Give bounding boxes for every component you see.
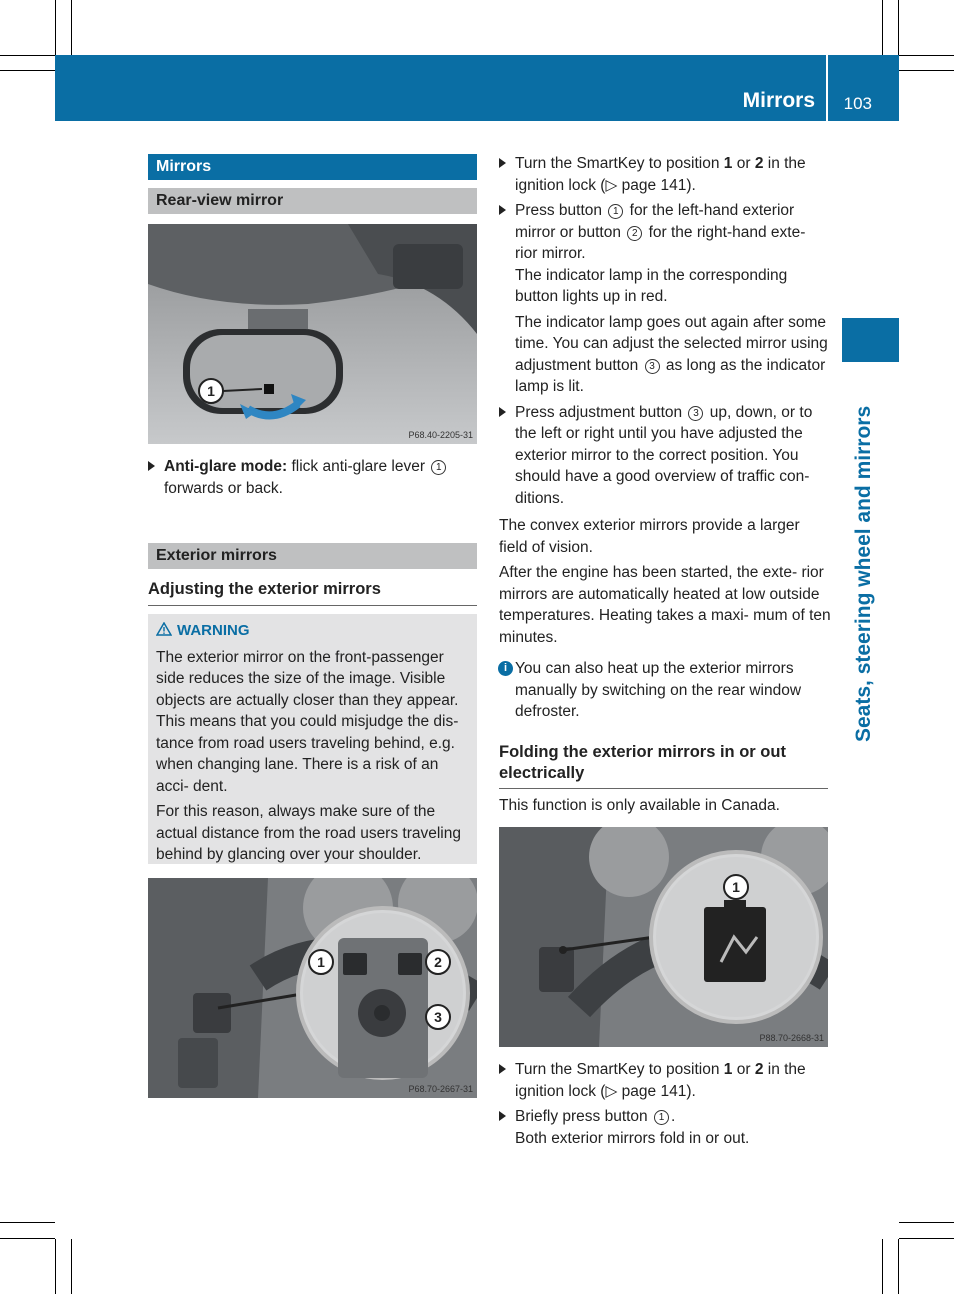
crop-mark [882,0,883,55]
crop-mark [0,55,55,56]
subsection-bar-exterior: Exterior mirrors [148,543,477,569]
step-result-text: Both exterior mirrors fold in or out. [515,1129,750,1147]
callout-1: 1 [207,383,215,399]
info-text: You can also heat up the exterior mirrors manually by switching on the rear window defroster. [515,660,802,720]
step-turn-key [499,153,831,196]
canada-note: This function is only available in Canada. [499,797,780,814]
warning-paragraph: The exterior mirror on the front-passenger side reduces the size of the image. Visible objects are actually closer than they appear. This means that you could misjudge the dis- tance from road users traveling behind, e.g. when changing lane. There is a risk of an acci- dent. [156,648,459,795]
crop-mark [71,0,72,55]
step-text: or [732,1061,755,1078]
step-turn-key-2 [499,1059,831,1102]
page-header [55,55,899,121]
fold-instructions [499,1059,831,1153]
callout-1-icon: 1 [431,460,446,475]
step-arrow-icon [499,1064,506,1074]
callout-1-icon: 1 [654,1110,669,1125]
section-bar-mirrors: Mirrors [148,154,477,180]
subsection-bar-rearview: Rear-view mirror [148,188,477,214]
step-bold: 1 [723,1061,733,1078]
exterior-mirror-buttons-photo [148,878,477,1098]
crop-mark [0,1238,55,1239]
rearview-mirror-illustration [148,224,477,444]
step-text: Turn the SmartKey to position [515,1061,724,1078]
step-text: Press button [515,202,607,219]
warning-box [148,614,477,864]
crop-mark [71,1239,72,1294]
callout-3-icon: 3 [645,359,660,374]
crop-mark [899,55,954,56]
step-bold: 1 [723,155,733,172]
step-result-text: The indicator lamp in the corresponding button lights up in red. [515,266,788,305]
step-text: for the left-hand exterior mirror or button [515,202,795,241]
step-bold: 2 [754,1061,764,1078]
crop-mark [0,70,55,71]
step-text: . [670,1108,676,1125]
step-anti-glare [148,456,477,499]
info-icon: i [498,661,513,676]
step-text: as long as the indicator lamp is lit. [515,356,826,395]
side-chapter-title: Seats, steering wheel and mirrors [852,405,875,742]
step-arrow-icon [499,1111,506,1121]
crop-mark [55,1239,56,1294]
step-text: forwards or back. [164,479,283,497]
step-text: Briefly press button [515,1108,652,1125]
warning-paragraph: For this reason, always make sure of the actual distance from the road users traveling behind by glancing over your shoulder. [156,803,461,863]
page-number: 103 [843,94,872,113]
step-text: in the ignition lock (▷ page 141). [515,1061,806,1100]
heading-folding: Folding the exterior mirrors in or out electrically [499,742,828,789]
rearview-mirror-photo [148,224,477,444]
step-adjust [499,402,831,510]
step-press-button [499,200,831,398]
callout-3-icon: 3 [688,406,703,421]
crop-mark [898,1239,899,1294]
warning-heading [156,620,469,642]
warning-title: WARNING [177,622,250,639]
right-column-text [499,153,831,727]
step-text: in the ignition lock (▷ page 141). [515,155,806,194]
photo-code: P88.70-2668-31 [759,1033,824,1043]
crop-mark [898,0,899,55]
step-text: flick anti-glare lever [287,458,430,475]
callout-1-icon: 1 [608,204,623,219]
photo-code: P68.70-2667-31 [408,1084,473,1094]
paragraph-convex: The convex exterior mirrors provide a larger field of vision. [499,517,800,556]
header-section-title: Mirrors [742,89,815,112]
step-arrow-icon [499,407,506,417]
callout-1: 1 [317,954,325,970]
crop-mark [882,1239,883,1294]
warning-triangle-icon [156,622,172,636]
crop-mark [899,70,954,71]
crop-mark [55,0,56,55]
step-arrow-icon [499,205,506,215]
crop-mark [899,1222,954,1223]
step-text: or [732,155,755,172]
callout-2: 2 [434,954,442,970]
heading-adjusting-exterior: Adjusting the exterior mirrors [148,579,477,606]
door-panel-illustration [148,878,477,1098]
step-text: for the right-hand exte- rior mirror. [515,223,806,262]
step-text: Press adjustment button [515,403,687,421]
step-arrow-icon [148,461,155,471]
callout-3: 3 [434,1009,442,1025]
crop-mark [899,1238,954,1239]
callout-2-icon: 2 [627,226,642,241]
fold-button-illustration [499,827,828,1047]
info-note [499,658,831,723]
step-text: up, down, or to the left or right until you have adjusted the exterior mirror to the correct position. You should have a good overview of traffic con- ditions. [515,403,813,507]
header-separator [826,55,828,121]
fold-button-photo [499,827,828,1047]
step-bold: 2 [754,155,764,172]
step-text: The indicator lamp goes out again after some time. You can adjust the selected mirror using adjustment button [515,313,828,374]
crop-mark [0,1222,55,1223]
paragraph-heating: After the engine has been started, the exte- rior mirrors are automatically heated at low outside temperatures. Heating takes a maxi- mum of ten minutes. [499,564,831,646]
photo-code: P68.40-2205-31 [408,430,473,440]
anti-glare-instructions [148,456,477,503]
step-note [515,312,831,398]
step-arrow-icon [499,158,506,168]
anti-glare-label: Anti-glare mode: [164,458,288,475]
callout-1: 1 [732,879,740,895]
step-text: Turn the SmartKey to position [515,155,724,172]
step-press-fold [499,1106,831,1149]
